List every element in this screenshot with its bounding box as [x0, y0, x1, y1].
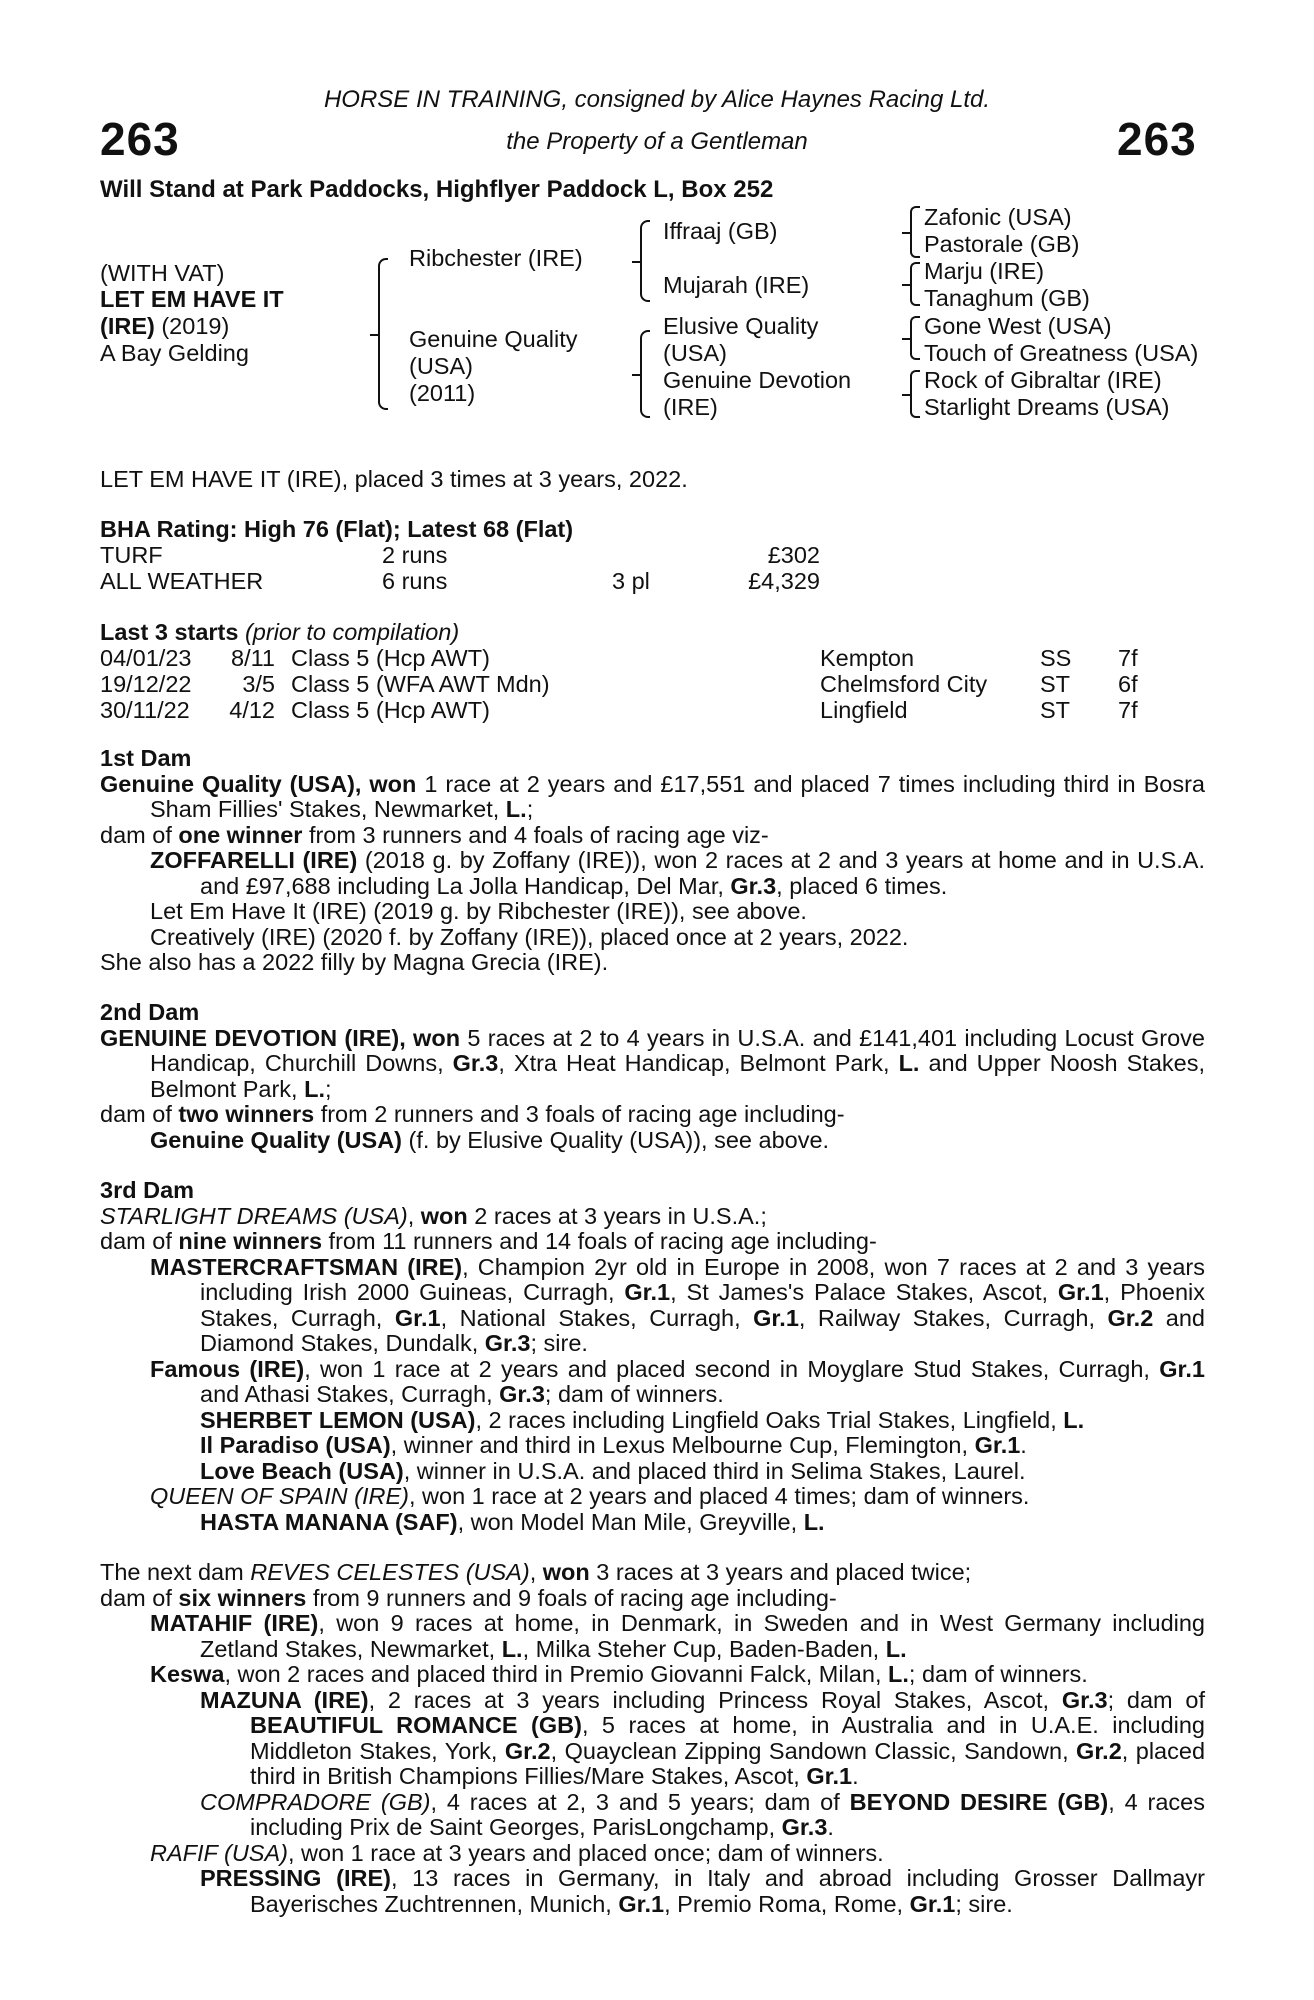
rating-runs: 6 runs — [382, 568, 448, 594]
start-date: 30/11/22 — [100, 697, 190, 723]
section-heading: 3rd Dam — [100, 1177, 195, 1203]
sds: Marju (IRE) — [924, 258, 1045, 284]
property-line: the Property of a Gentleman — [506, 128, 808, 155]
lot-number-left: 263 — [100, 113, 180, 165]
ddd: Starlight Dreams (USA) — [924, 394, 1170, 420]
produce-entry: SHERBET LEMON (USA), 2 races including Lingfield Oaks Trial Stakes, Lingfield, L. — [200, 1406, 1085, 1433]
produce-entry: COMPRADORE (GB), 4 races at 2, 3 and 5 years; dam of BEYOND DESIRE (GB), 4 races including Prix de Saint Georges, ParisLongchamp, Gr.3. — [200, 1788, 1205, 1840]
brace-sire — [640, 220, 650, 302]
start-course: Chelmsford City — [820, 671, 988, 697]
produce-entry: Genuine Quality (USA) (f. by Elusive Quality (USA)), see above. — [150, 1126, 830, 1153]
brace-sd — [910, 262, 920, 306]
horse-name-suffix: (IRE) (2019) — [100, 313, 230, 339]
section-heading: 1st Dam — [100, 745, 192, 771]
rating-runs: 2 runs — [382, 542, 448, 568]
dam-dam-line1: Genuine Devotion — [663, 367, 852, 393]
horse-description: A Bay Gelding — [100, 340, 249, 366]
produce-entry: Famous (IRE), won 1 race at 2 years and placed second in Moyglare Stud Stakes, Curragh, Gr.1 and Athasi Stakes, Curragh, Gr.3; dam of winners. — [150, 1355, 1205, 1407]
section-heading: 2nd Dam — [100, 999, 200, 1025]
produce-entry: MAZUNA (IRE), 2 races at 3 years including Princess Royal Stakes, Ascot, Gr.3; dam of BEAUTIFUL ROMANCE (GB), 5 races at home, in Australia and in U.A.E. including Middleton Stakes, York, Gr.2, Quayclean Zipping Sandown Classic, Sandown, Gr.2, placed third in British Champions Fillies/Mare Stakes, Ascot, Gr.1. — [200, 1686, 1206, 1789]
start-going: ST — [1040, 697, 1071, 723]
produce-entry: Il Paradiso (USA), winner and third in Lexus Melbourne Cup, Flemington, Gr.1. — [200, 1432, 1027, 1458]
start-distance: 7f — [1118, 645, 1138, 671]
produce-entry: MATAHIF (IRE), won 9 races at home, in Denmark, in Sweden and in West Germany including Zetland Stakes, Newmarket, L., Milka Steher Cup, Baden-Baden, L. — [150, 1610, 1205, 1662]
second-dam-section — [100, 1000, 1205, 1153]
next-dam-section — [100, 1560, 1205, 1917]
start-distance: 7f — [1118, 697, 1138, 723]
dam-line1: Genuine Quality — [409, 326, 578, 352]
brace-dam — [640, 330, 650, 418]
sdd: Tanaghum (GB) — [924, 285, 1090, 311]
dam-entry: Genuine Quality (USA), won 1 race at 2 years and £17,551 and placed 7 times including third in Bosra Sham Fillies' Stakes, Newmarket, L.; — [100, 770, 1206, 822]
rating-placed: 3 pl — [612, 568, 650, 594]
brace-dd — [910, 370, 920, 418]
start-class: Class 5 (Hcp AWT) — [291, 645, 490, 671]
start-course: Kempton — [820, 645, 915, 671]
vat-label: (WITH VAT) — [100, 260, 225, 286]
start-pos: 3/5 — [242, 671, 275, 697]
brace-ds — [910, 316, 920, 360]
dam-produce-line: dam of one winner from 3 runners and 4 foals of racing age viz- — [100, 821, 769, 848]
produce-entry: Creatively (IRE) (2020 f. by Zoffany (IRE)), placed once at 2 years, 2022. — [150, 923, 909, 950]
first-dam-section — [100, 746, 1205, 976]
produce-entry: ZOFFARELLI (IRE) (2018 g. by Zoffany (IRE)), won 2 races at 2 and 3 years at home and in U.S.A. and £97,688 including La Jolla Handicap, Del Mar, Gr.3, placed 6 times. — [150, 847, 1205, 899]
produce-entry: Keswa, won 2 races and placed third in Premio Giovanni Falck, Milan, L.; dam of winners. — [150, 1661, 1088, 1687]
race-summary: LET EM HAVE IT (IRE), placed 3 times at 3 years, 2022. — [100, 466, 688, 492]
rating-row: TURF — [100, 542, 163, 568]
ssd: Pastorale (GB) — [924, 231, 1080, 257]
dam-produce-line: dam of six winners from 9 runners and 9 foals of racing age including- — [100, 1584, 837, 1611]
start-class: Class 5 (WFA AWT Mdn) — [291, 671, 550, 697]
third-dam-section — [100, 1178, 1205, 1535]
start-date: 04/01/23 — [100, 645, 192, 671]
dam-entry: GENUINE DEVOTION (IRE), won 5 races at 2 to 4 years in U.S.A. and £141,401 including Locust Grove Handicap, Churchill Downs, Gr.3, Xtra Heat Handicap, Belmont Park, L. and Upper Noosh Stakes, Belmont Park, L.; — [100, 1024, 1205, 1102]
dss: Gone West (USA) — [924, 313, 1112, 339]
dam-produce-line: dam of nine winners from 11 runners and 14 foals of racing age including- — [100, 1228, 877, 1254]
sire-dam: Mujarah (IRE) — [663, 272, 810, 298]
bha-rating: BHA Rating: High 76 (Flat); Latest 68 (Flat) — [100, 516, 574, 542]
lot-number-right: 263 — [1117, 113, 1197, 165]
rating-money: £4,329 — [748, 568, 820, 594]
dam-entry: STARLIGHT DREAMS (USA), won 2 races at 3 years in U.S.A.; — [100, 1202, 767, 1229]
consignor-line: HORSE IN TRAINING, consigned by Alice Haynes Racing Ltd. — [323, 86, 991, 113]
rating-money: £302 — [767, 542, 820, 568]
horse-name: LET EM HAVE IT — [100, 286, 284, 312]
dam-produce-line: dam of two winners from 2 runners and 3 foals of racing age including- — [100, 1101, 845, 1127]
last-starts-heading: Last 3 starts (prior to compilation) — [100, 619, 460, 645]
start-class: Class 5 (Hcp AWT) — [291, 697, 490, 723]
produce-entry: QUEEN OF SPAIN (IRE), won 1 race at 2 years and placed 4 times; dam of winners. — [150, 1483, 1030, 1509]
dam-sire-line2: (USA) — [663, 340, 727, 366]
dds: Rock of Gibraltar (IRE) — [924, 367, 1162, 393]
brace-main — [378, 258, 388, 410]
dam-line2: (USA) — [409, 353, 473, 379]
start-date: 19/12/22 — [100, 671, 192, 697]
dsd: Touch of Greatness (USA) — [924, 340, 1199, 366]
dam-sire-line1: Elusive Quality — [663, 313, 819, 339]
produce-note: She also has a 2022 filly by Magna Grecia (IRE). — [100, 949, 609, 975]
sire: Ribchester (IRE) — [409, 245, 583, 271]
stand-location: Will Stand at Park Paddocks, Highflyer Paddock L, Box 252 — [100, 176, 774, 203]
start-distance: 6f — [1118, 671, 1138, 697]
sss: Zafonic (USA) — [924, 204, 1072, 230]
produce-entry: MASTERCRAFTSMAN (IRE), Champion 2yr old in Europe in 2008, won 7 races at 2 and 3 years including Irish 2000 Guineas, Curragh, Gr.1, St James's Palace Stakes, Ascot, Gr.1, Phoenix Stakes, Curragh, Gr.1, National Stakes, Curragh, Gr.1, Railway Stakes, Curragh, Gr.2 and Diamond Stakes, Dundalk, Gr.3; sire. — [150, 1253, 1206, 1356]
rating-row: ALL WEATHER — [100, 568, 264, 594]
start-going: SS — [1040, 645, 1072, 671]
produce-entry: HASTA MANANA (SAF), won Model Man Mile, Greyville, L. — [200, 1508, 825, 1535]
dam-entry: The next dam REVES CELESTES (USA), won 3 races at 3 years and placed twice; — [100, 1559, 972, 1585]
sire-sire: Iffraaj (GB) — [663, 218, 778, 244]
brace-ss — [910, 206, 920, 258]
produce-entry: Let Em Have It (IRE) (2019 g. by Ribchester (IRE)), see above. — [150, 898, 807, 924]
start-pos: 8/11 — [231, 645, 275, 671]
start-course: Lingfield — [820, 697, 908, 723]
start-pos: 4/12 — [229, 697, 275, 723]
produce-entry: RAFIF (USA), won 1 race at 3 years and placed once; dam of winners. — [150, 1839, 884, 1866]
dam-dam-line2: (IRE) — [663, 394, 718, 420]
produce-entry: Love Beach (USA), winner in U.S.A. and placed third in Selima Stakes, Laurel. — [200, 1457, 1026, 1484]
dam-line3: (2011) — [409, 380, 476, 406]
start-going: ST — [1040, 671, 1071, 697]
produce-entry: PRESSING (IRE), 13 races in Germany, in Italy and abroad including Grosser Dallmayr Bayerisches Zuchtrennen, Munich, Gr.1, Premio Roma, Rome, Gr.1; sire. — [200, 1865, 1205, 1917]
